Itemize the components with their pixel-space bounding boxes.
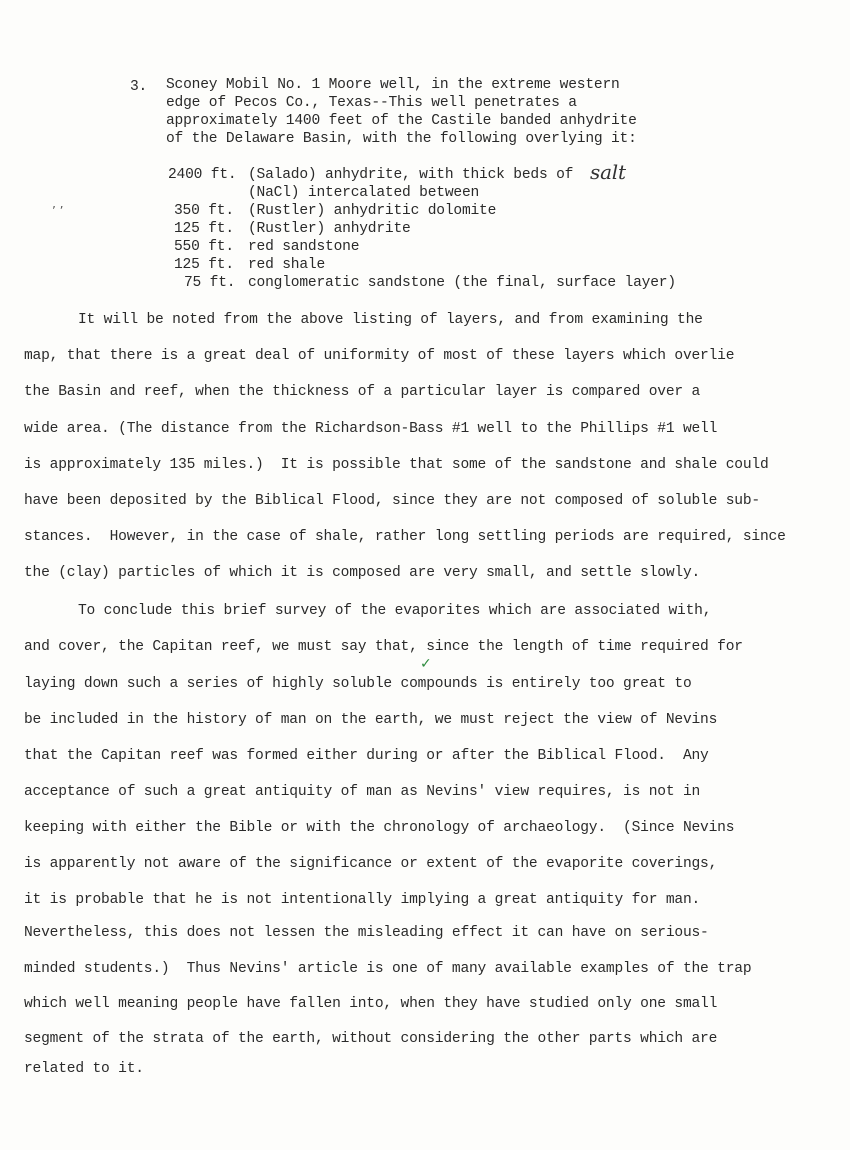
paragraph-line: which well meaning people have fallen into, when they have studied only one small [24,996,718,1012]
paragraph-line: and cover, the Capitan reef, we must say that, since the length of time required for [24,639,743,655]
layer-thickness: 2400 ft. [168,167,237,183]
handwritten-annotation: salt [590,160,626,184]
paragraph-line: laying down such a series of highly soluble compounds is entirely too great to [24,676,692,692]
layer-thickness: 125 ft. [174,257,234,273]
paragraph-line: is approximately 135 miles.) It is possible that some of the sandstone and shale could [24,457,769,473]
paragraph-line: segment of the strata of the earth, without considering the other parts which are [24,1031,718,1047]
paragraph-line: stances. However, in the case of shale, rather long settling periods are required, since [24,529,786,545]
layer-thickness: 75 ft. [184,275,236,291]
paragraph-line: wide area. (The distance from the Richardson-Bass #1 well to the Phillips #1 well [24,421,718,437]
paragraph-line: it is probable that he is not intentionally implying a great antiquity for man. [24,892,701,908]
check-mark-icon: ✓ [420,656,432,672]
layer-description: red shale [248,257,326,273]
paragraph-line: the (clay) particles of which it is composed are very small, and settle slowly. [24,565,701,581]
paragraph-line: have been deposited by the Biblical Flood, since they are not composed of soluble sub- [24,493,760,509]
layer-thickness: 125 ft. [174,221,234,237]
item-number: 3. [130,79,148,95]
paragraph-line: the Basin and reef, when the thickness of a particular layer is compared over a [24,384,701,400]
item-line: edge of Pecos Co., Texas--This well penetrates a [166,95,577,111]
paragraph-line: that the Capitan reef was formed either during or after the Biblical Flood. Any [24,748,709,764]
layer-description: (Rustler) anhydritic dolomite [248,203,497,219]
paragraph-line: related to it. [24,1061,144,1077]
paragraph-line: Nevertheless, this does not lessen the misleading effect it can have on serious- [24,925,709,941]
layer-thickness: 550 ft. [174,239,234,255]
paragraph-line: be included in the history of man on the earth, we must reject the view of Nevins [24,712,718,728]
paragraph-line: To conclude this brief survey of the evaporites which are associated with, [78,603,712,619]
layer-description: (Rustler) anhydrite [248,221,411,237]
layer-description: (Salado) anhydrite, with thick beds of [248,167,574,183]
paragraph-line: minded students.) Thus Nevins' article is one of many available examples of the trap [24,961,752,977]
layer-description: conglomeratic sandstone (the final, surface layer) [248,275,676,291]
paragraph-line: map, that there is a great deal of uniformity of most of these layers which overlie [24,348,735,364]
item-line: of the Delaware Basin, with the following overlying it: [166,131,637,147]
layer-description: (NaCl) intercalated between [248,185,480,201]
stray-mark: ’ ’ [52,204,64,218]
item-line: approximately 1400 feet of the Castile banded anhydrite [166,113,637,129]
paragraph-line: It will be noted from the above listing of layers, and from examining the [78,312,703,328]
layer-thickness: 350 ft. [174,203,234,219]
item-line: Sconey Mobil No. 1 Moore well, in the extreme western [166,77,620,93]
paragraph-line: acceptance of such a great antiquity of man as Nevins' view requires, is not in [24,784,701,800]
paragraph-line: is apparently not aware of the significance or extent of the evaporite coverings, [24,856,718,872]
layer-description: red sandstone [248,239,360,255]
paragraph-line: keeping with either the Bible or with the chronology of archaeology. (Since Nevins [24,820,735,836]
